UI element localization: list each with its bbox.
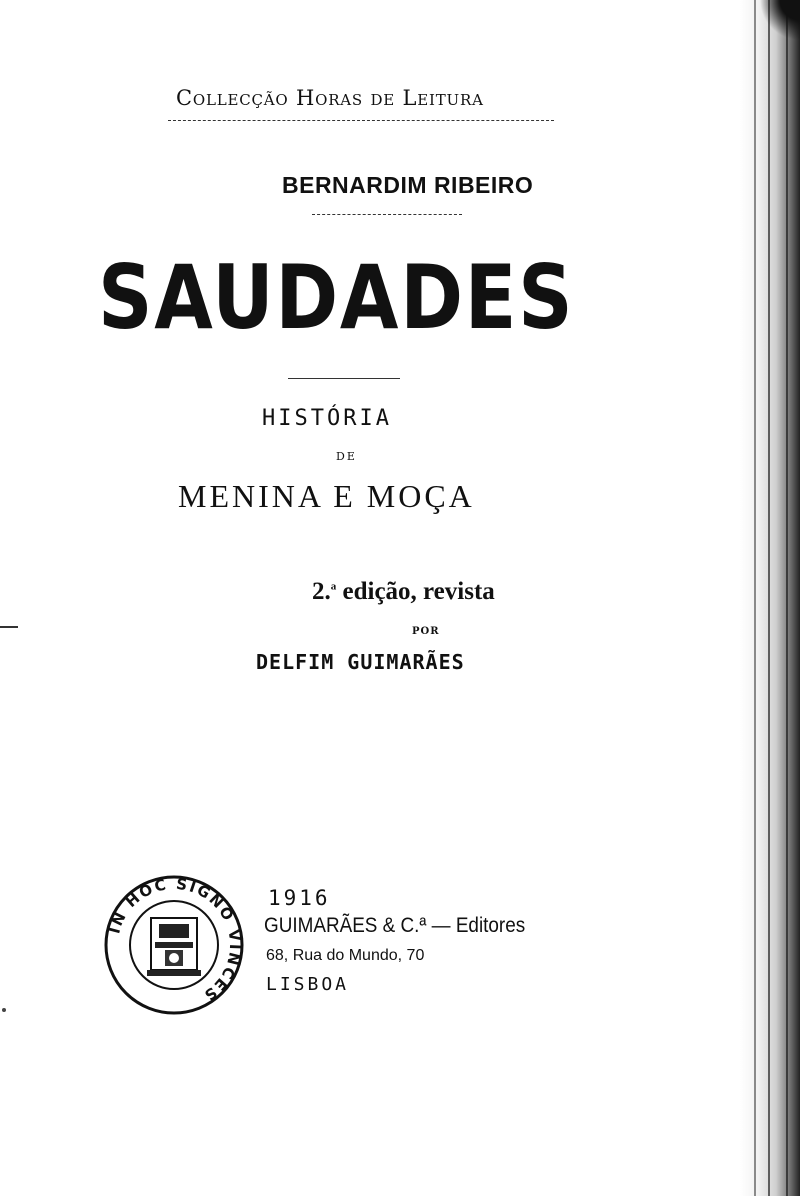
page-edge-shadow	[740, 0, 800, 1196]
divider	[168, 120, 554, 121]
edition-line	[312, 578, 495, 606]
edition-ordinal: a	[330, 580, 337, 593]
seal-motto: IN HOC SIGNO VINCES	[105, 874, 245, 1006]
collection-name: Collecção Horas de Leitura	[176, 86, 484, 110]
by-label: POR	[412, 626, 440, 637]
author-name: BERNARDIM RIBEIRO	[282, 172, 534, 198]
edition-number: 2.	[312, 578, 331, 605]
publisher-address: 68, Rua do Mundo, 70	[266, 947, 425, 964]
publication-year: 1916	[268, 886, 331, 910]
printer-seal-icon	[103, 874, 245, 1016]
page-edge-line	[768, 0, 770, 1196]
divider	[288, 378, 400, 379]
page-edge-line	[754, 0, 756, 1196]
reviser-name: DELFIM GUIMARÃES	[256, 650, 465, 674]
publisher-city: LISBOA	[266, 974, 350, 995]
page-corner-shadow	[740, 0, 800, 40]
page-edge-line	[786, 0, 788, 1196]
margin-mark	[2, 1008, 6, 1012]
edition-text: edição, revista	[336, 578, 495, 605]
margin-mark	[0, 626, 18, 628]
subtitle-menina-e-moca: MENINA E MOÇA	[178, 478, 475, 514]
subtitle-historia: HISTÓRIA	[262, 406, 392, 431]
book-title: SAUDADES	[98, 246, 575, 349]
divider	[312, 214, 462, 215]
svg-text:IN HOC SIGNO VINCES	[105, 875, 244, 1006]
subtitle-de: DE	[336, 450, 357, 463]
publisher-name: GUIMARÃES & C.ª — Editores	[264, 914, 526, 937]
